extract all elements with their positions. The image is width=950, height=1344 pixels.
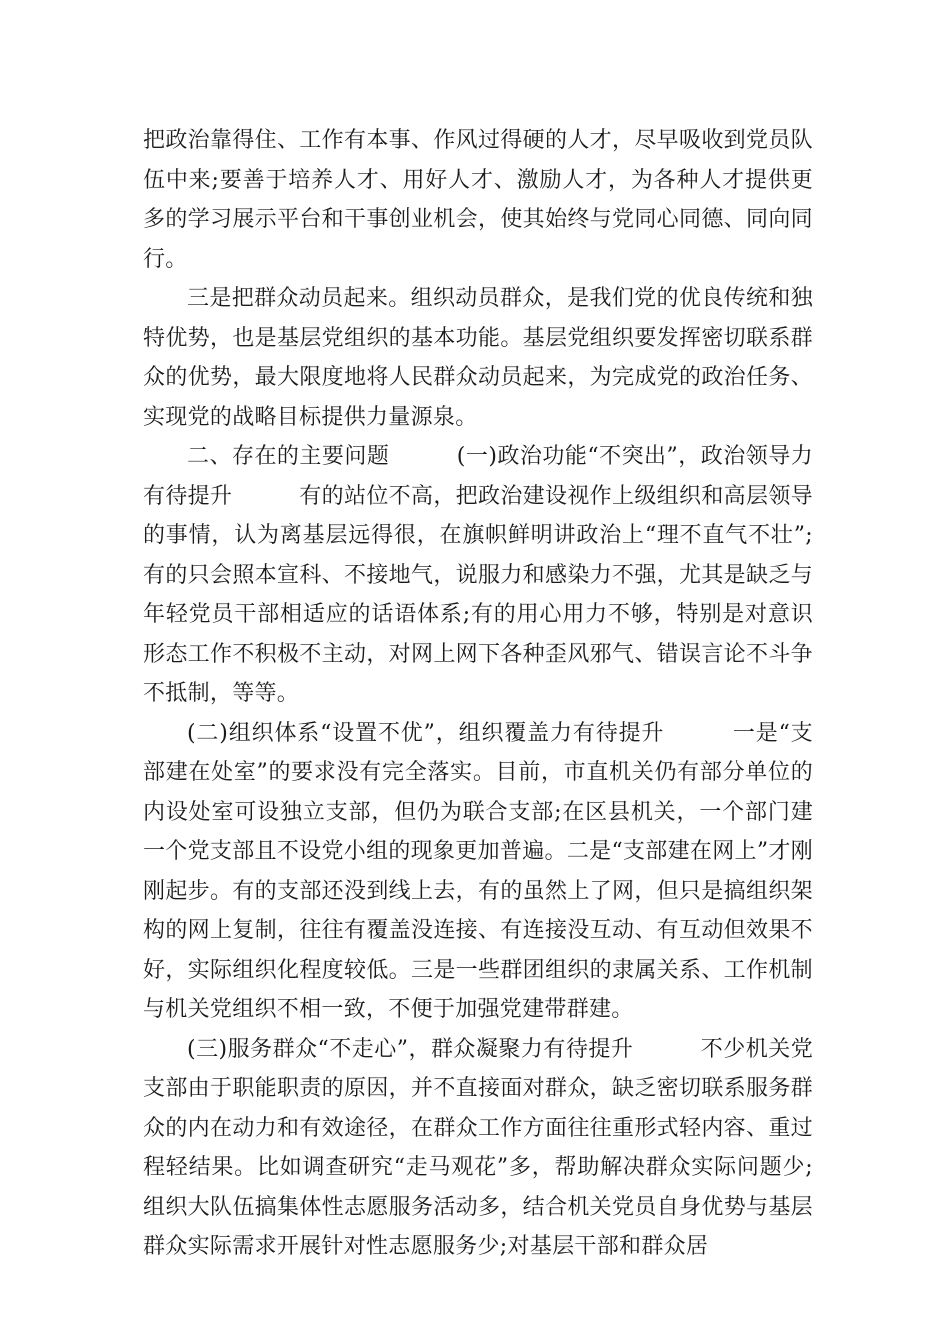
paragraph-4: (二)组织体系“设置不优”，组织覆盖力有待提升 一是“支部建在处室”的要求没有完全落实。目前，市直机关仍有部分单位的内设处室可设独立支部，但仍为联合支部;在区县机关，一个部门建一个党支部且不设党小组的现象更加普遍。二是“支部建在网上”才刚刚起步。有的支部还没到线上去，有的虽然上了网，但只是搞组织架构的网上复制，往往有覆盖没连接、有连接没互动、有互动但效果不好，实际组织化程度较低。三是一些群团组织的隶属关系、工作机制与机关党组织不相一致，不便于加强党建带群建。 (143, 720, 813, 1022)
document-page (143, 121, 813, 1267)
paragraph-1: 把政治靠得住、工作有本事、作风过得硬的人才，尽早吸收到党员队伍中来;要善于培养人才、用好人才、激励人才，为各种人才提供更多的学习展示平台和干事创业机会，使其始终与党同心同德、同向同行。 (143, 128, 813, 272)
paragraph-2: 三是把群众动员起来。组织动员群众，是我们党的优良传统和独特优势，也是基层党组织的基本功能。基层党组织要发挥密切联系群众的优势，最大限度地将人民群众动员起来，为完成党的政治任务、实现党的战略目标提供力量源泉。 (143, 286, 813, 430)
paragraph-5: (三)服务群众“不走心”，群众凝聚力有待提升 不少机关党支部由于职能职责的原因，并不直接面对群众，缺乏密切联系服务群众的内在动力和有效途径，在群众工作方面往往重形式轻内容、重过程轻结果。比如调查研究“走马观花”多，帮助解决群众实际问题少;组织大队伍搞集体性志愿服务活动多，结合机关党员自身优势与基层群众实际需求开展针对性志愿服务少;对基层干部和群众居 (143, 1036, 813, 1259)
paragraph-3: 二、存在的主要问题 (一)政治功能“不突出”，政治领导力有待提升 有的站位不高，把政治建设视作上级组织和高层领导的事情，认为离基层远得很，在旗帜鲜明讲政治上“理不直气不壮”;有的只会照本宣科、不接地气，说服力和感染力不强，尤其是缺乏与年轻党员干部相适应的话语体系;有的用心用力不够，特别是对意识形态工作不积极不主动，对网上网下各种歪风邪气、错误言论不斗争不抵制，等等。 (143, 444, 813, 706)
